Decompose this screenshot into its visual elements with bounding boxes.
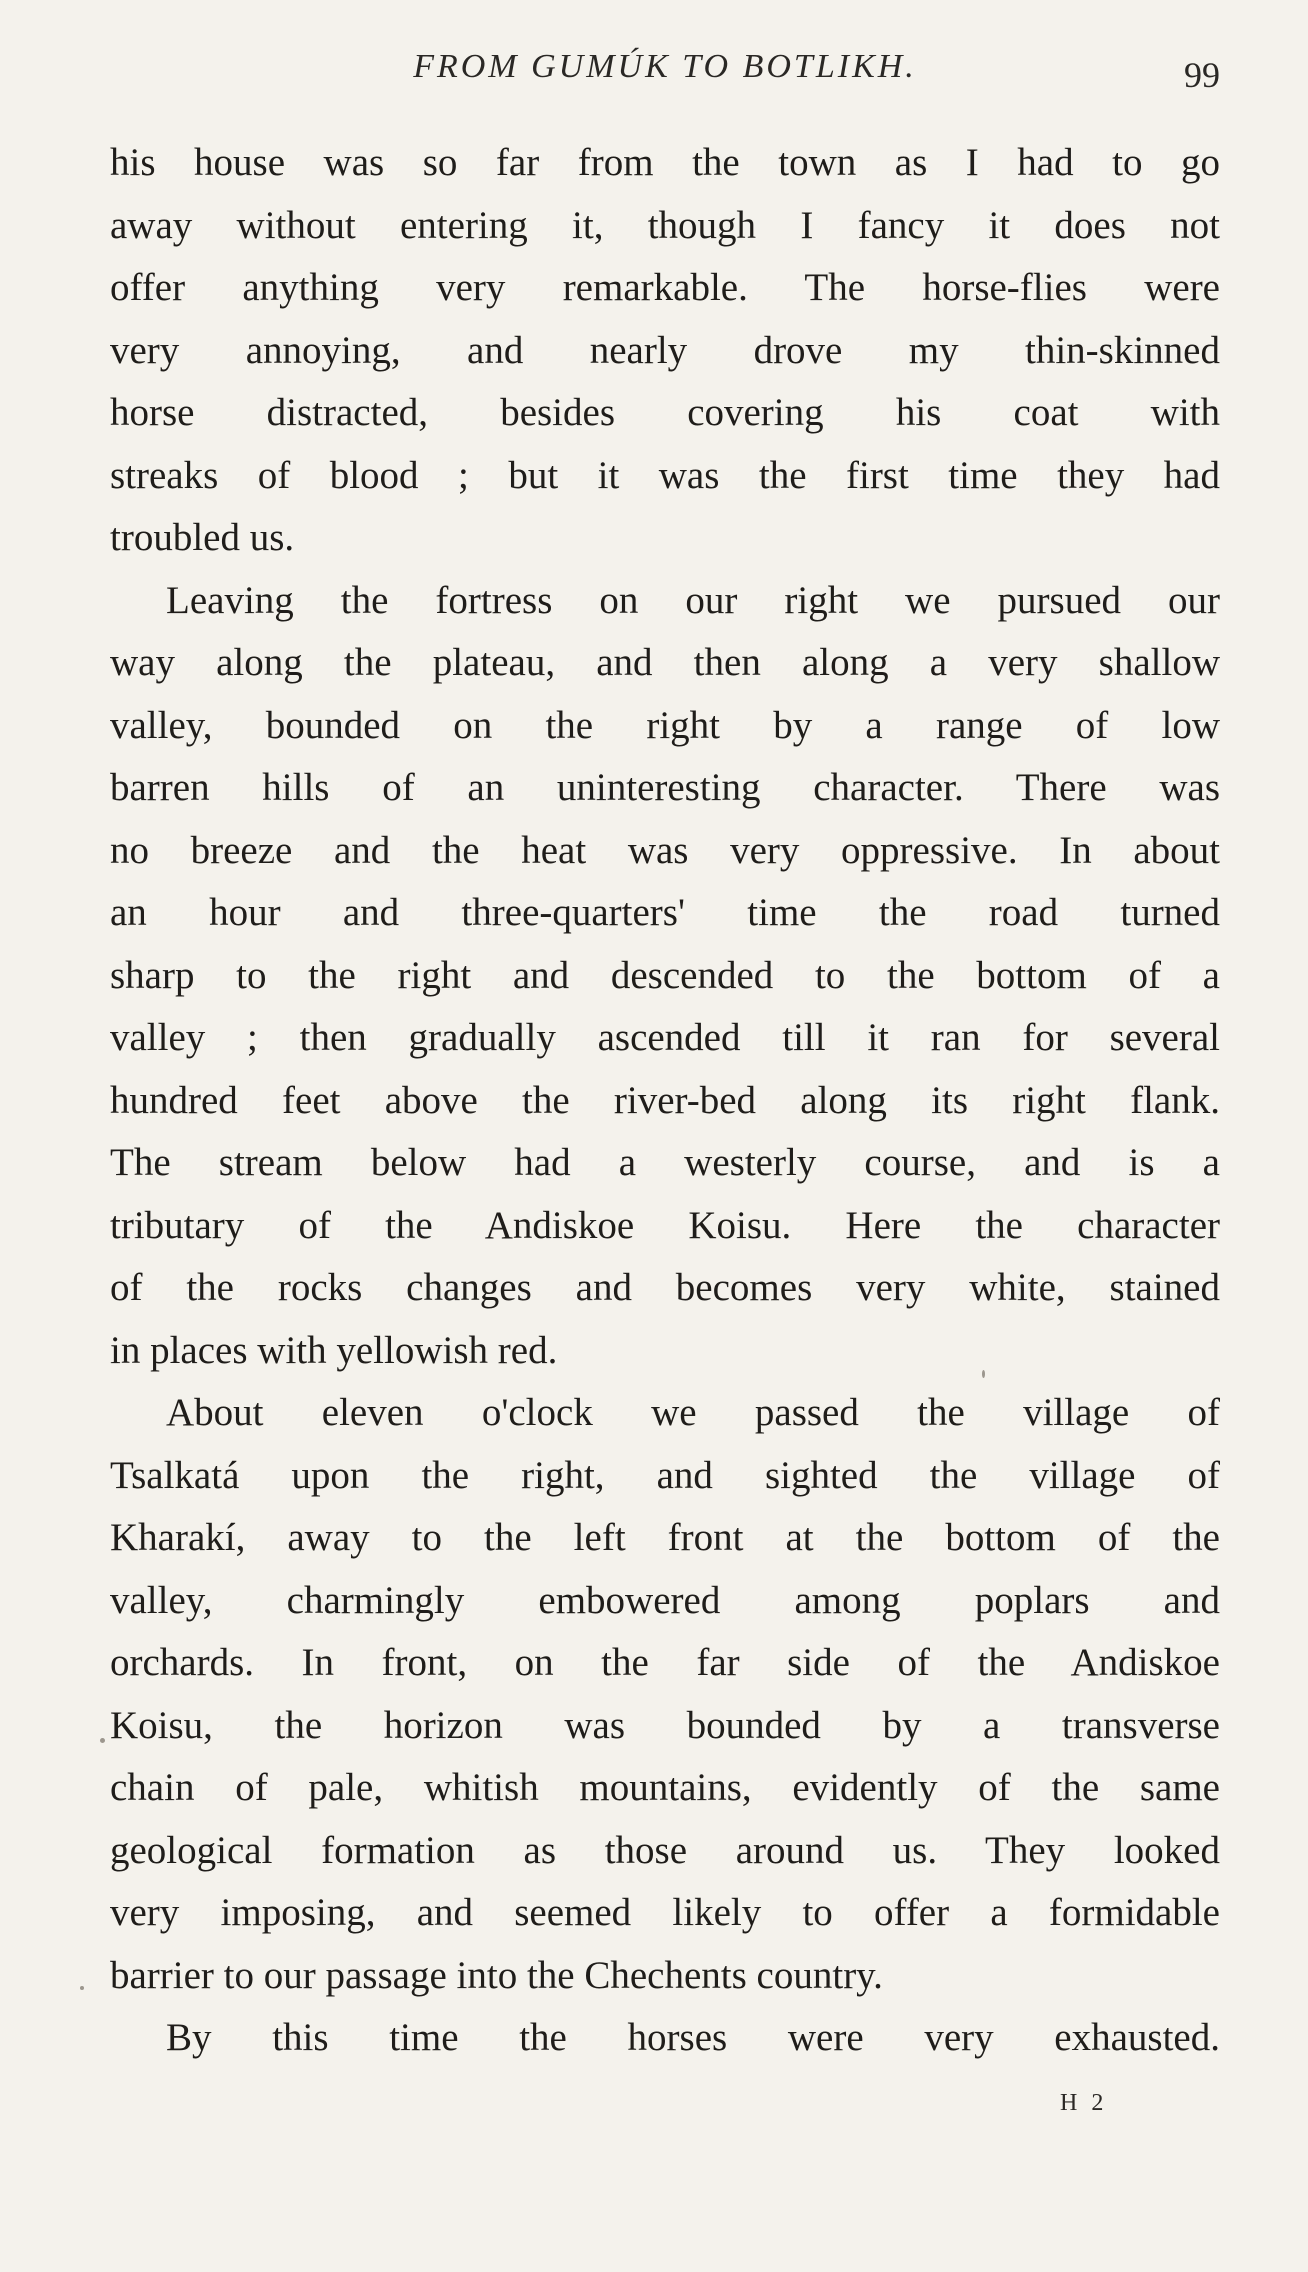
text-line: Tsalkatá upon the right, and sighted the village of bbox=[110, 1453, 1220, 1497]
body-text bbox=[110, 132, 1220, 2070]
text-line: very annoying, and nearly drove my thin-skinned bbox=[110, 328, 1220, 372]
text-line: valley, bounded on the right by a range of low bbox=[110, 703, 1220, 747]
text-line: an hour and three-quarters' time the road turned bbox=[110, 891, 1220, 934]
text-line: chain of pale, whitish mountains, evidently of the same bbox=[110, 1766, 1220, 1809]
text-line: hundred feet above the river-bed along its right flank. bbox=[110, 1078, 1220, 1122]
text-line: no breeze and the heat was very oppressive. In about bbox=[110, 828, 1220, 872]
page-number: 99 bbox=[1184, 55, 1220, 95]
text-line: orchards. In front, on the far side of the Andiskoe bbox=[110, 1641, 1220, 1684]
text-line: in places with yellowish red. bbox=[110, 1328, 558, 1372]
text-line: valley, charmingly embowered among poplars and bbox=[110, 1578, 1220, 1622]
text-line: troubled us. bbox=[110, 516, 295, 559]
running-title: FROM GUMÚK TO BOTLIKH. bbox=[413, 48, 917, 85]
text-line: away without entering it, though I fancy it does not bbox=[110, 203, 1220, 247]
signature-mark: H 2 bbox=[1060, 2090, 1108, 2116]
text-line: Koisu, the horizon was bounded by a transverse bbox=[110, 1703, 1220, 1747]
text-line: sharp to the right and descended to the bottom of a bbox=[110, 953, 1220, 997]
scan-speck bbox=[100, 1738, 105, 1743]
text-line: very imposing, and seemed likely to offer a formidable bbox=[110, 1891, 1220, 1934]
text-line: About eleven o'clock we passed the village of bbox=[166, 1391, 1220, 1434]
text-line: offer anything very remarkable. The horse-flies were bbox=[110, 266, 1220, 309]
text-line: of the rocks changes and becomes very white, stained bbox=[110, 1266, 1220, 1309]
text-line: horse distracted, besides covering his coat with bbox=[110, 391, 1220, 434]
text-line: By this time the horses were very exhausted. bbox=[166, 2016, 1220, 2059]
text-line: geological formation as those around us. They looked bbox=[110, 1828, 1220, 1872]
text-line: barren hills of an uninteresting character. There was bbox=[110, 766, 1220, 809]
text-line: tributary of the Andiskoe Koisu. Here the character bbox=[110, 1203, 1220, 1247]
text-line: valley ; then gradually ascended till it ran for several bbox=[110, 1016, 1220, 1059]
text-line: way along the plateau, and then along a very shallow bbox=[110, 641, 1220, 684]
running-head bbox=[110, 44, 1220, 104]
text-line: Leaving the fortress on our right we pursued our bbox=[166, 578, 1220, 622]
text-line: his house was so far from the town as I had to go bbox=[110, 141, 1220, 184]
scan-speck bbox=[80, 1986, 84, 1990]
text-line: The stream below had a westerly course, and is a bbox=[110, 1141, 1220, 1184]
scan-speck bbox=[982, 1370, 985, 1378]
text-line: Kharakí, away to the left front at the bottom of the bbox=[110, 1516, 1220, 1559]
text-line: streaks of blood ; but it was the first time they had bbox=[110, 453, 1220, 497]
text-line: barrier to our passage into the Chechents country. bbox=[110, 1953, 883, 1997]
